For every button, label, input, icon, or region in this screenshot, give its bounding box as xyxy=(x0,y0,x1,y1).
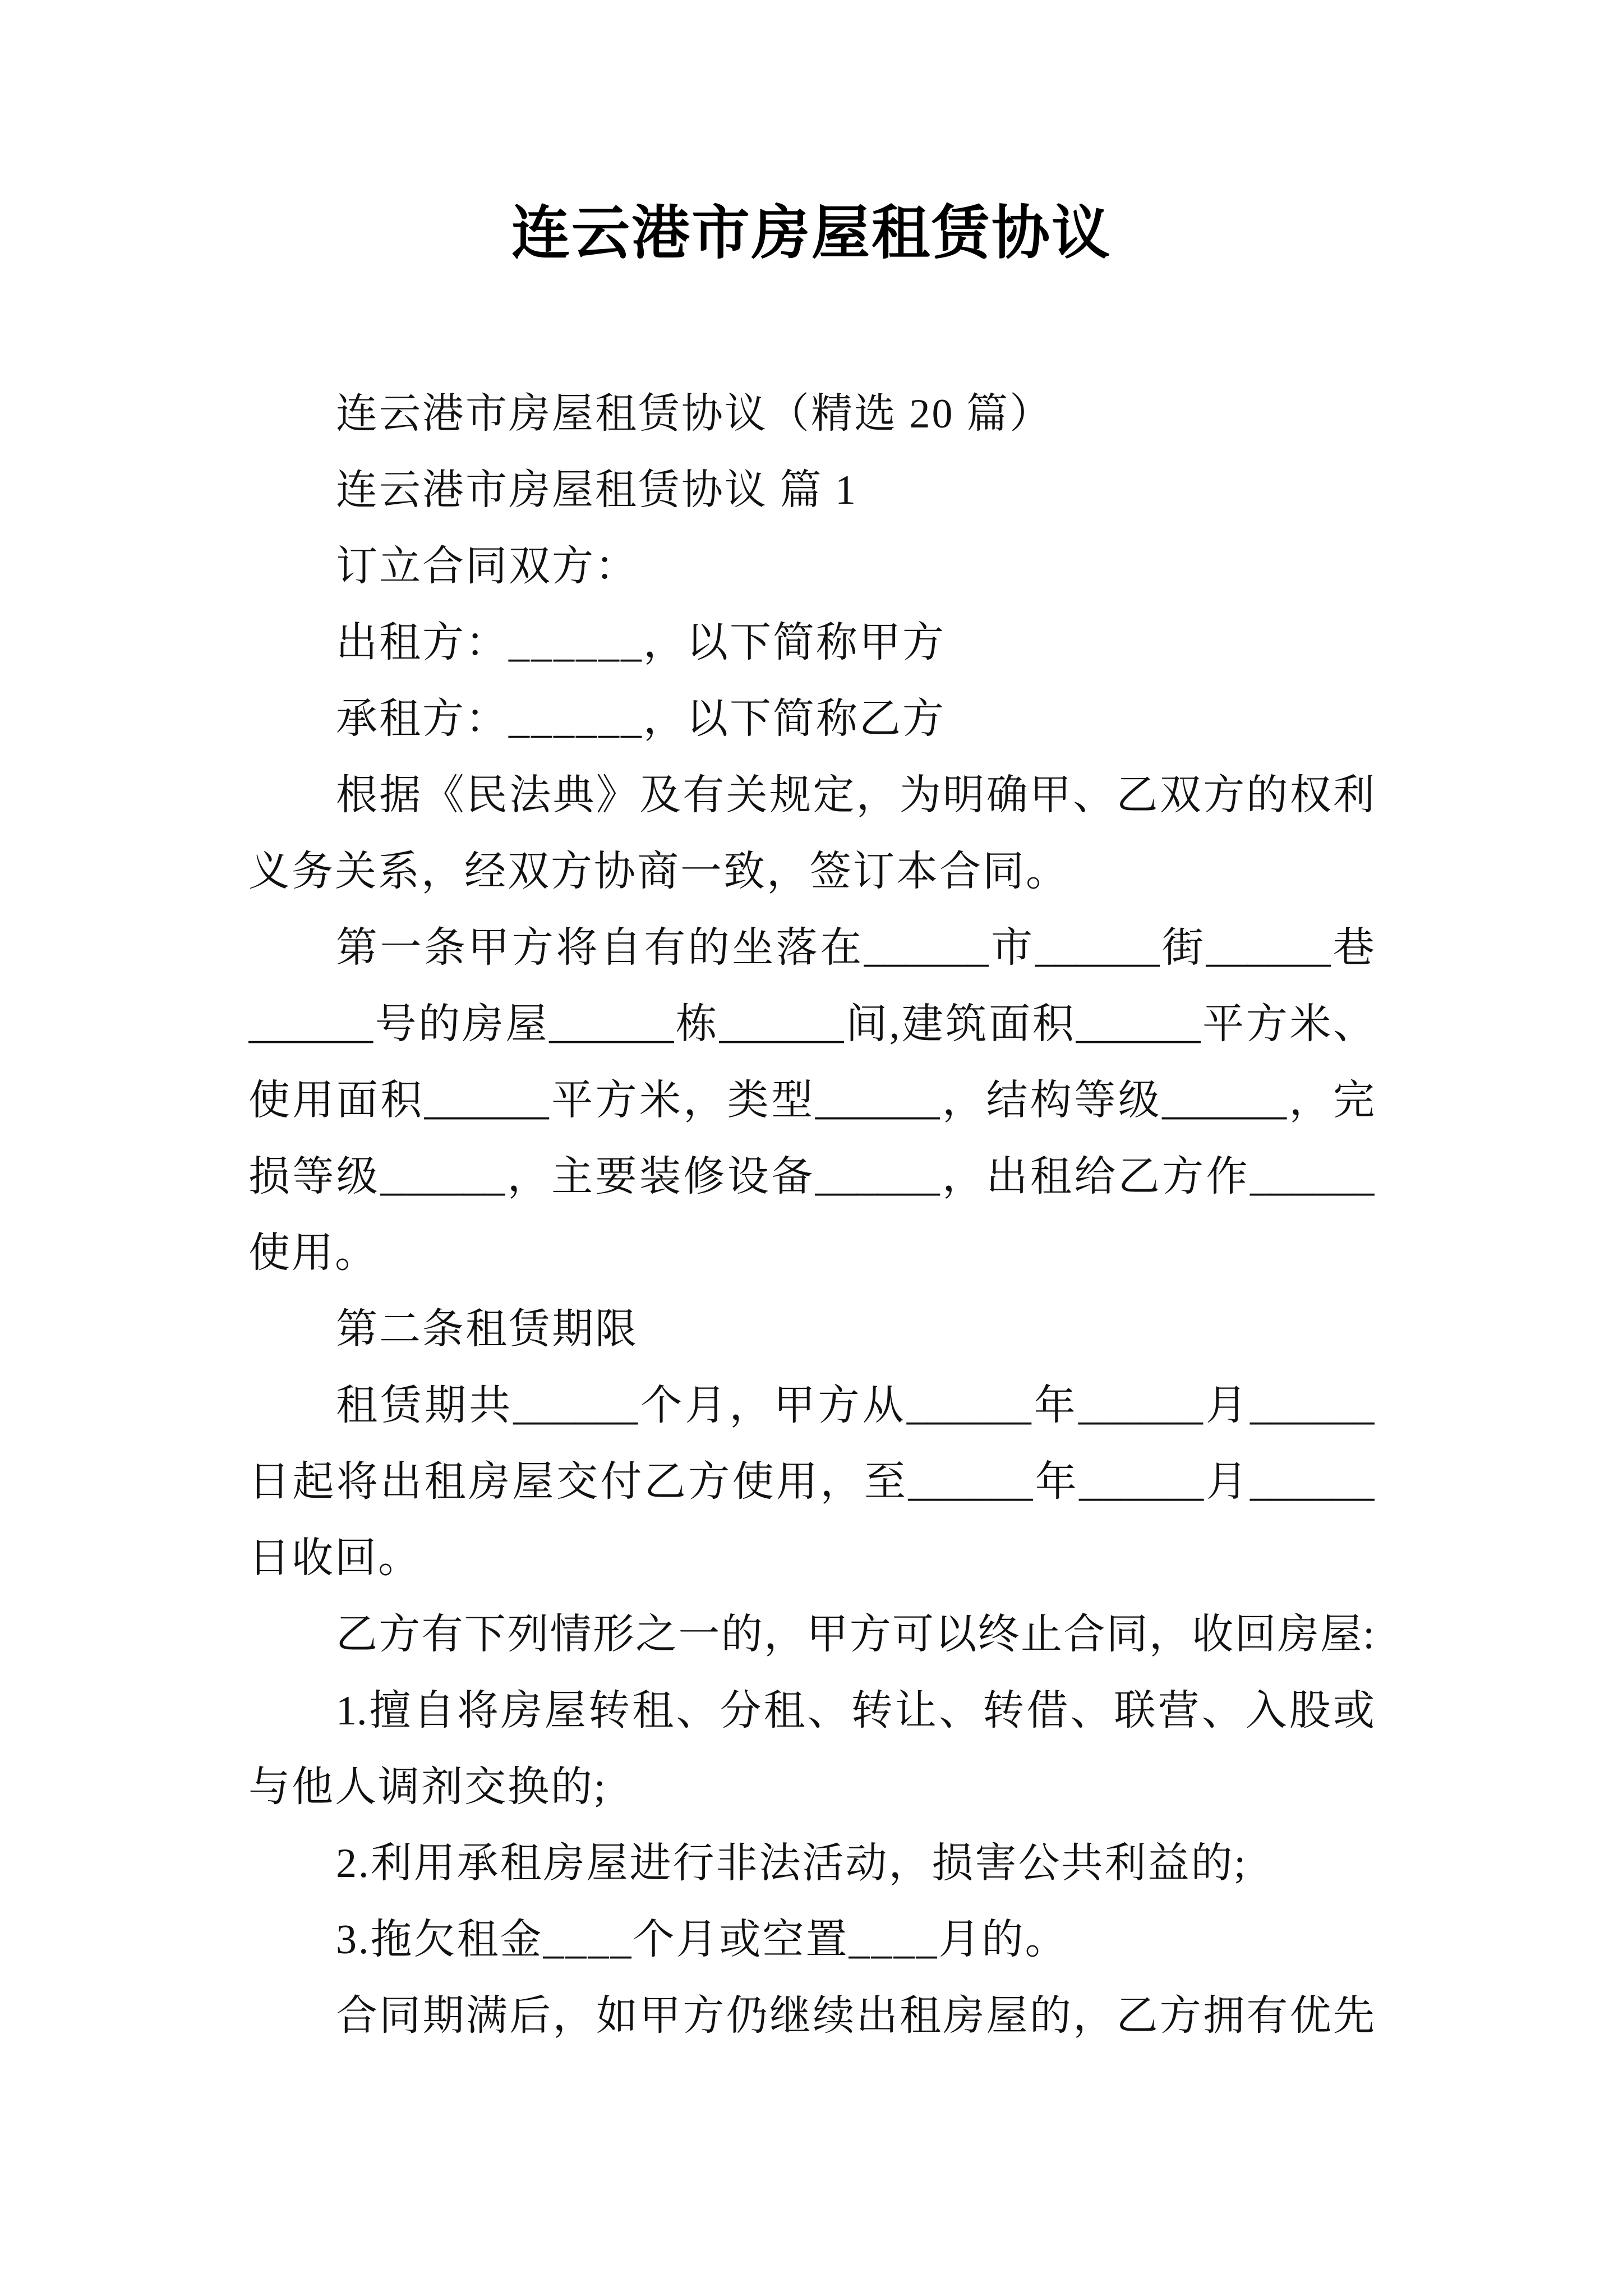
text-line: 日收回。 xyxy=(248,1535,421,1581)
text-line: 乙方有下列情形之一的，甲方可以终止合同，收回房屋: xyxy=(336,1612,1375,1658)
text-line: 根据《民法典》及有关规定，为明确甲、乙双方的权利 xyxy=(336,772,1375,818)
text-line: 义务关系，经双方协商一致，签订本合同。 xyxy=(248,849,1069,895)
article-one-line: 第一条甲方将自有的坐落在______市______街______巷 xyxy=(336,925,1375,971)
text-line: 损等级______，主要装修设备______，出租给乙方作______ xyxy=(248,1154,1375,1200)
text-line: 日起将出租房屋交付乙方使用，至______年______月______ xyxy=(248,1459,1375,1505)
list-item-line: 1.擅自将房屋转租、分租、转让、转借、联营、入股或 xyxy=(336,1688,1375,1734)
document-body xyxy=(248,376,1375,2054)
text-line: 租赁期共______个月，甲方从______年______月______ xyxy=(336,1383,1375,1429)
text-line: 使用。 xyxy=(248,1230,378,1276)
list-item-line: 3.拖欠租金____个月或空置____月的。 xyxy=(336,1917,1068,1963)
text-line: 订立合同双方： xyxy=(336,544,638,590)
list-item-line: 与他人调剂交换的; xyxy=(248,1764,607,1810)
subtitle-line: 连云港市房屋租赁协议（精选 20 篇） xyxy=(336,391,1053,437)
lessee-line: 承租方：______，以下简称乙方 xyxy=(336,696,946,742)
text-line: 使用面积______平方米，类型______，结构等级______，完 xyxy=(248,1078,1375,1124)
lessor-line: 出租方：______，以下简称甲方 xyxy=(336,620,946,666)
article-two-heading: 第二条租赁期限 xyxy=(336,1306,638,1352)
text-line: 合同期满后，如甲方仍继续出租房屋的，乙方拥有优先 xyxy=(336,1993,1375,2039)
document-title: 连云港市房屋租赁协议 xyxy=(511,201,1112,266)
list-item-line: 2.利用承租房屋进行非法活动，损害公共利益的; xyxy=(336,1841,1248,1887)
section-heading-line: 连云港市房屋租赁协议 篇 1 xyxy=(336,467,857,513)
text-line: ______号的房屋______栋______间,建筑面积______平方米、 xyxy=(248,1001,1375,1047)
